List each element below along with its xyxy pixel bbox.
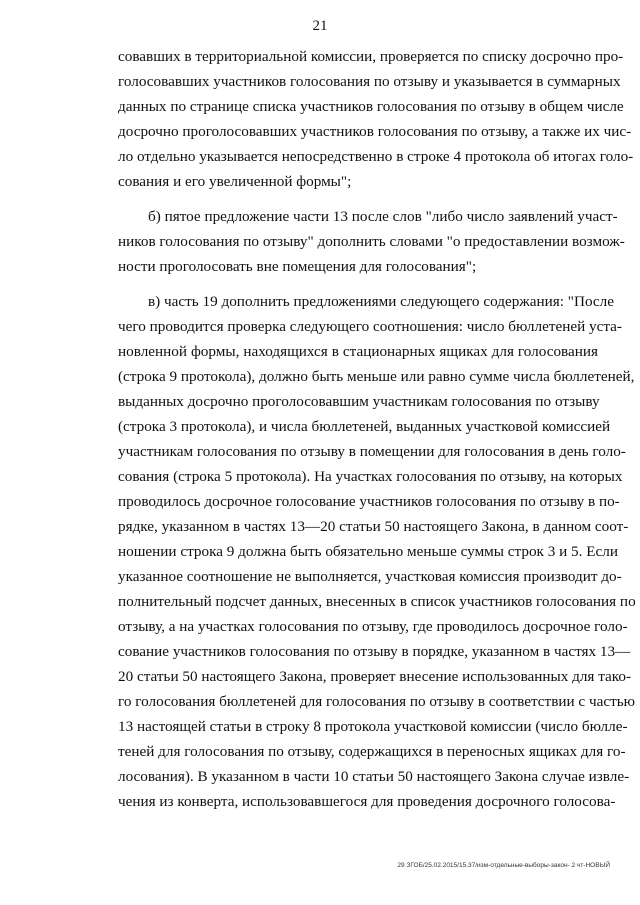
- text-line: голосовавших участников голосования по отзыву и указывается в суммарных: [118, 73, 621, 90]
- text-line: новленной формы, находящихся в стационарных ящиках для голосования: [118, 343, 598, 360]
- text-line: сования (строка 5 протокола). На участках голосования по отзыву, на которых: [118, 468, 623, 485]
- text-line: совавших в территориальной комиссии, проверяется по списку досрочно про-: [118, 48, 624, 65]
- text-line: выданных досрочно проголосовавшим участникам голосования по отзыву: [118, 393, 600, 410]
- text-line: чения из конверта, использовавшегося для проведения досрочного голосова-: [118, 793, 616, 810]
- text-line: сование участников голосования по отзыву в порядке, указанном в частях 13—: [118, 643, 631, 660]
- text-line: го голосования бюллетеней для голосования по отзыву в соответствии с частью: [118, 693, 635, 710]
- text-line: б) пятое предложение части 13 после слов "либо число заявлений участ-: [148, 208, 618, 225]
- text-line: (строка 3 протокола), и числа бюллетеней, выданных участковой комиссией: [118, 418, 611, 435]
- text-line: досрочно проголосовавших участников голосования по отзыву, а также их чис-: [118, 123, 632, 140]
- text-line: ношении строка 9 должна быть обязательно меньше суммы строк 3 и 5. Если: [118, 543, 618, 560]
- text-line: 20 статьи 50 настоящего Закона, проверяет внесение использованных для тако-: [118, 668, 632, 685]
- text-line: проводилось досрочное голосование участников голосования по отзыву в по-: [118, 493, 620, 510]
- text-line: отзыву, а на участках голосования по отзыву, где проводилось досрочное голо-: [118, 618, 628, 635]
- text-line: ности проголосовать вне помещения для голосования";: [118, 258, 477, 275]
- text-line: ников голосования по отзыву" дополнить словами "о предоставлении возмож-: [118, 233, 625, 250]
- text-line: указанное соотношение не выполняется, участковая комиссия производит до-: [118, 568, 622, 585]
- text-line: чего проводится проверка следующего соотношения: число бюллетеней уста-: [118, 318, 622, 335]
- text-line: ло отдельно указывается непосредственно в строке 4 протокола об итогах голо-: [118, 148, 634, 165]
- text-line: лосования). В указанном в части 10 статьи 50 настоящего Закона случае извле-: [118, 768, 630, 785]
- text-line: данных по странице списка участников голосования по отзыву в общем числе: [118, 98, 624, 115]
- page-number: 21: [312, 18, 328, 34]
- text-line: сования и его увеличенной формы";: [118, 173, 352, 190]
- text-line: (строка 9 протокола), должно быть меньше или равно сумме числа бюллетеней,: [118, 368, 635, 385]
- text-line: теней для голосования по отзыву, содержащихся в переносных ящиках для го-: [118, 743, 626, 760]
- file-footer: 29 ЗГОБ/25.02.2015/15.37/изм-отдельные-выборы-закон- 2 чт-НОВЫЙ: [397, 862, 610, 869]
- text-line: рядке, указанном в частях 13—20 статьи 50 настоящего Закона, в данном соот-: [118, 518, 629, 535]
- text-line: полнительный подсчет данных, внесенных в список участников голосования по: [118, 593, 636, 610]
- text-line: 13 настоящей статьи в строку 8 протокола участковой комиссии (число бюлле-: [118, 718, 628, 735]
- text-line: участникам голосования по отзыву в помещении для голосования в день голо-: [118, 443, 626, 460]
- text-line: в) часть 19 дополнить предложениями следующего содержания: "После: [148, 293, 614, 310]
